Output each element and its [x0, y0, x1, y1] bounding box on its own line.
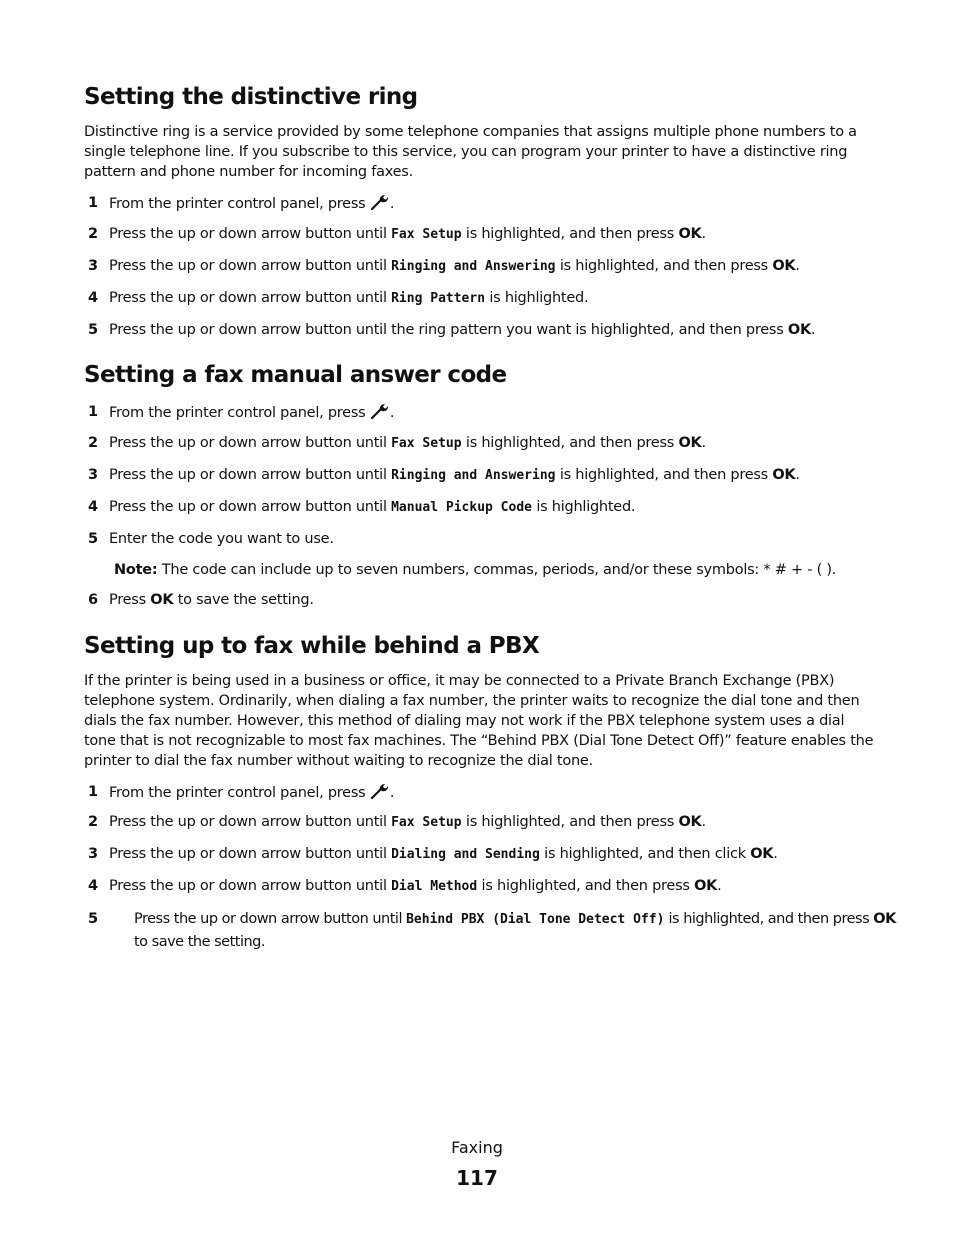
menu-option-code: Behind PBX (Dial Tone Detect Off): [406, 912, 665, 927]
step-number: 1: [88, 195, 98, 211]
ok-button-label: OK: [150, 592, 174, 608]
ok-button-label: OK: [772, 258, 796, 274]
ok-button-label: OK: [678, 226, 702, 242]
step-text-end: .: [810, 322, 816, 338]
step-number: 3: [88, 846, 98, 862]
step-text-mid: is highlighted, and then press: [555, 258, 773, 274]
menu-option-code: Fax Setup: [391, 436, 462, 451]
step-number: 5: [88, 322, 98, 338]
wrench-icon: [370, 193, 390, 211]
note: [114, 560, 836, 580]
step-number: 3: [88, 467, 98, 483]
step-text-mid: is highlighted, and then press: [461, 435, 679, 451]
step-text: Press the up or down arrow button until: [109, 878, 392, 894]
step-text: Press the up or down arrow button until: [109, 290, 392, 306]
step-number: 1: [88, 784, 98, 800]
step-text: Press the up or down arrow button until: [109, 846, 392, 862]
footer-chapter-title: Faxing: [451, 1138, 503, 1157]
step-number: 4: [88, 290, 98, 306]
step-number: 2: [88, 814, 98, 830]
ok-button-label: OK: [772, 467, 796, 483]
step-text-mid: is highlighted, and then press: [555, 467, 773, 483]
ok-button-label: OK: [873, 911, 896, 927]
step-text: From the printer control panel, press: [109, 196, 370, 212]
ok-button-label: OK: [787, 322, 811, 338]
step-text-mid: is highlighted.: [485, 290, 589, 306]
step-number: 1: [88, 404, 98, 420]
step-text: Press the up or down arrow button until: [109, 499, 392, 515]
menu-option-code: Fax Setup: [391, 815, 462, 830]
step-text-end: .: [701, 435, 706, 451]
step-number: 5: [88, 911, 98, 927]
section-heading-manual-answer-code: Setting a fax manual answer code: [84, 362, 507, 388]
step-text-end: .: [795, 467, 800, 483]
step-text-end: .: [717, 878, 722, 894]
step-text-end: .: [389, 785, 395, 801]
step-text-end: .: [389, 405, 395, 421]
step-number: 4: [88, 499, 98, 515]
step-number: 2: [88, 226, 98, 242]
step-text-mid: is highlighted, and then press: [461, 226, 679, 242]
section-heading-distinctive-ring: Setting the distinctive ring: [84, 84, 418, 110]
step-text-end: .: [701, 226, 706, 242]
step-text: From the printer control panel, press: [109, 405, 370, 421]
step-text-end: .: [773, 846, 778, 862]
step-number: 2: [88, 435, 98, 451]
menu-option-code: Fax Setup: [391, 227, 462, 242]
step-text-end: .: [389, 196, 395, 212]
step-text-mid: is highlighted.: [532, 499, 636, 515]
section-heading-pbx: Setting up to fax while behind a PBX: [84, 633, 540, 659]
menu-option-code: Manual Pickup Code: [391, 500, 532, 515]
ok-button-label: OK: [678, 814, 702, 830]
step-text: Press: [109, 592, 151, 608]
step-text: Press the up or down arrow button until: [109, 467, 392, 483]
menu-option-code: Dialing and Sending: [391, 847, 540, 862]
wrench-icon: [370, 782, 390, 800]
step-number: 5: [88, 531, 98, 547]
step-text: Press the up or down arrow button until: [109, 258, 392, 274]
step-text: Press the up or down arrow button until: [134, 911, 407, 927]
step-text: Press the up or down arrow button until: [109, 814, 392, 830]
menu-option-code: Ring Pattern: [391, 291, 486, 306]
section-intro-pbx: If the printer is being used in a business or office, it may be connected to a Private Branch Exchange (PBX) telephone system. Ordinarily, when dialing a fax number, the printer waits to recognize the dial tone and then dials the fax number. However, this method of dialing may not work if the PBX telephone system uses a dial tone that is not recognizable to most fax machines. The “Behind PBX (Dial Tone Detect Off)” feature enables the printer to dial the fax number without waiting to recognize the dial tone.: [84, 673, 874, 769]
step-text: Enter the code you want to use.: [109, 531, 334, 547]
step-number: 4: [88, 878, 98, 894]
step-number: 6: [88, 592, 98, 608]
page-number: 117: [456, 1166, 498, 1190]
step-text-mid: is highlighted, and then press: [477, 878, 695, 894]
step-text: Press the up or down arrow button until the ring pattern you want is highlighted, and then press: [109, 322, 788, 338]
wrench-icon: [370, 402, 390, 420]
ok-button-label: OK: [678, 435, 702, 451]
ok-button-label: OK: [750, 846, 774, 862]
note-label: Note:: [114, 562, 158, 578]
step-text-mid: is highlighted, and then click: [539, 846, 751, 862]
ok-button-label: OK: [694, 878, 718, 894]
menu-option-code: Ringing and Answering: [391, 259, 556, 274]
step-text-end: .: [795, 258, 800, 274]
step-number: 3: [88, 258, 98, 274]
step-text-end: to save the setting.: [173, 592, 314, 608]
menu-option-code: Dial Method: [391, 879, 478, 894]
step-text: From the printer control panel, press: [109, 785, 370, 801]
step-text-mid: is highlighted, and then press: [461, 814, 679, 830]
step-text: Press the up or down arrow button until: [109, 226, 392, 242]
step-text-end: .: [701, 814, 706, 830]
list-item: [84, 908, 896, 953]
menu-option-code: Ringing and Answering: [391, 468, 556, 483]
step-text-mid: is highlighted, and then press: [664, 911, 874, 927]
step-text: Press the up or down arrow button until: [109, 435, 392, 451]
section-intro-distinctive-ring: Distinctive ring is a service provided by some telephone companies that assigns multiple phone numbers to a single telephone line. If you subscribe to this service, you can program your printer to have a distinctive ring pattern and phone number for incoming faxes.: [84, 124, 857, 180]
step-text-end: to save the setting.: [134, 934, 265, 950]
note-text: The code can include up to seven numbers, commas, periods, and/or these symbols: * # + - ( ).: [157, 562, 837, 578]
